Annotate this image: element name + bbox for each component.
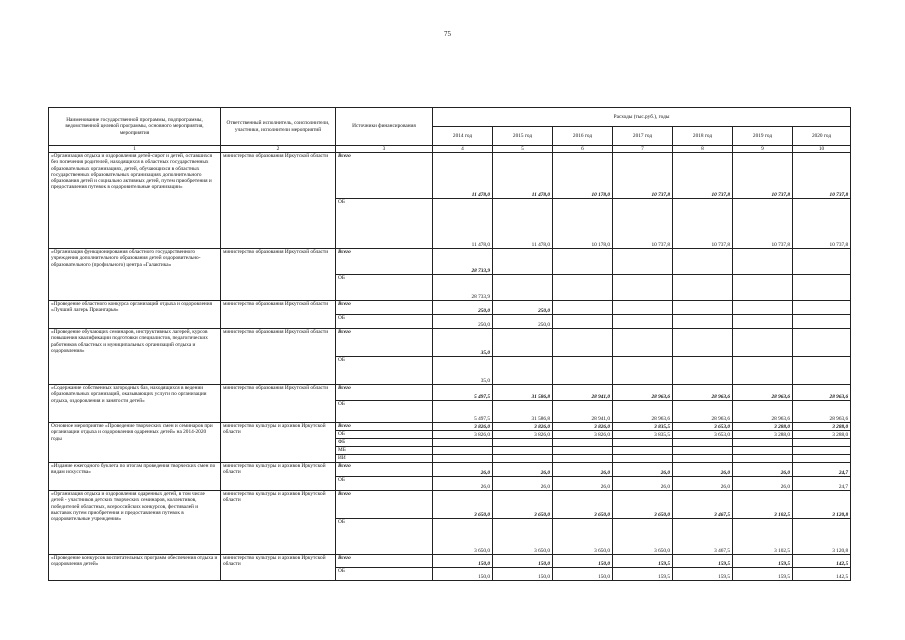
expense-value [673,439,733,447]
expense-value: 28 941,0 [553,401,613,423]
table-row [49,249,851,275]
expense-value [793,249,851,275]
expense-value: 10 737,8 [673,153,733,199]
expense-value: 26,0 [673,463,733,477]
table-row [49,423,851,431]
expense-value: 3 835,5 [613,431,673,439]
table-row [49,555,851,568]
measure-executor: министерство образования Иркутской области [221,153,336,249]
header-year: 2019 год [733,127,793,146]
expense-value: 3 650,0 [493,491,553,519]
expense-value [733,329,793,357]
expense-value [793,329,851,357]
expense-value [553,357,613,385]
expense-value [553,455,613,463]
expense-value: 250,0 [433,315,493,329]
expense-value: 26,0 [553,477,613,491]
expense-value: 3 653,0 [673,431,733,439]
expense-value: 11 478,0 [493,199,553,249]
funding-source: ОБ [336,401,433,423]
expense-value: 5 497,5 [433,401,493,423]
expense-value: 3 120,8 [793,491,851,519]
expense-value [613,301,673,315]
expense-value: 24,7 [793,477,851,491]
measure-name: «Организация функционирования областного государственного учреждения дополнительного образования детей оздоровительно-образовательного (профильного) центра «Галактика» [49,249,221,301]
expense-value [733,357,793,385]
expense-value: 26,0 [493,463,553,477]
funding-source: ОБ [336,519,433,555]
expense-value: 26,0 [733,477,793,491]
expense-value: 10 178,0 [553,153,613,199]
header-year: 2017 год [613,127,673,146]
funding-source: Всего [336,423,433,431]
expense-value: 31 586,8 [493,385,553,401]
expense-value: 10 737,8 [793,199,851,249]
expense-value: 3 650,0 [613,519,673,555]
measure-name: «Проведение конкурсов воспитательных программ обеспечения отдыха и оздоровления детей» [49,555,221,581]
expense-value: 159,5 [733,555,793,568]
header-year: 2014 год [433,127,493,146]
measure-name: «Проведение областного конкурса организаций отдыха и оздоровления «Лучший лагерь Приангарья» [49,301,221,329]
expense-value: 250,0 [433,301,493,315]
measure-executor: министерство образования Иркутской области [221,385,336,423]
header-source: Источники финансирования [336,108,433,146]
measure-name: «Проведение обучающих семинаров, инструктивных лагерей, курсов повышения квалификации подготовки специалистов, педагогических работников областных и муниципальных организаций отдыха и оздоровления» [49,329,221,385]
expense-value: 3 650,0 [553,491,613,519]
expense-value: 35,0 [433,357,493,385]
expense-value [613,439,673,447]
header-year: 2020 год [793,127,851,146]
expense-value [613,455,673,463]
expense-value: 10 737,8 [673,199,733,249]
expense-value [793,439,851,447]
expense-value: 28 963,6 [733,385,793,401]
expense-value [793,275,851,301]
expenses-table [48,107,851,581]
measure-executor: министерство культуры и архивов Иркутской области [221,555,336,581]
expense-value [493,249,553,275]
column-number: 9 [733,146,793,153]
expense-value: 150,0 [553,568,613,581]
measure-name: Основное мероприятие «Проведение творческих смен и семинаров при организации отдыха и оздоровления одаренных детей» на 2014-2020 годы [49,423,221,463]
expense-value [553,329,613,357]
column-number: 4 [433,146,493,153]
expense-value: 3 835,5 [613,423,673,431]
expense-value: 5 497,5 [433,385,493,401]
funding-source: ОБ [336,199,433,249]
funding-source: Всего [336,555,433,568]
expense-value: 10 737,8 [793,153,851,199]
expense-value [733,249,793,275]
expense-value [733,315,793,329]
expense-value: 28 963,6 [793,401,851,423]
expense-value: 159,5 [613,555,673,568]
measure-executor: министерство образования Иркутской области [221,301,336,329]
expense-value: 28 963,6 [673,385,733,401]
funding-source: ОБ [336,357,433,385]
expense-value: 10 178,0 [553,199,613,249]
expense-value: 159,5 [613,568,673,581]
column-number: 8 [673,146,733,153]
expense-value [493,455,553,463]
expense-value [493,275,553,301]
expense-value: 11 478,0 [433,153,493,199]
expense-value [793,455,851,463]
expense-value: 3 826,0 [553,423,613,431]
measure-executor: министерство культуры и архивов Иркутской области [221,463,336,491]
expense-value [493,439,553,447]
expense-value [673,315,733,329]
expense-value: 26,0 [553,463,613,477]
expense-value [553,315,613,329]
expense-value: 31 586,8 [493,401,553,423]
expense-value: 3 102,5 [733,491,793,519]
funding-source: ОБ [336,568,433,581]
expense-value [613,357,673,385]
funding-source: Всего [336,491,433,519]
expense-value: 150,0 [553,555,613,568]
expense-value: 26,0 [673,477,733,491]
measure-executor: министерство культуры и архивов Иркутской области [221,423,336,463]
funding-source: МБ [336,447,433,455]
expense-value: 28 733,9 [433,249,493,275]
expense-value: 10 737,8 [613,199,673,249]
expense-value: 3 826,0 [493,431,553,439]
expense-value: 159,5 [673,568,733,581]
expense-value [553,439,613,447]
expense-value: 3 650,0 [433,491,493,519]
column-number: 5 [493,146,553,153]
expense-value: 3 826,0 [433,423,493,431]
expense-value [493,357,553,385]
expense-value: 26,0 [613,463,673,477]
expense-value [553,249,613,275]
header-year: 2016 год [553,127,613,146]
expense-value [673,357,733,385]
expense-value: 142,5 [793,568,851,581]
expense-value [673,455,733,463]
expense-value [673,301,733,315]
expense-value [553,301,613,315]
expense-value [433,447,493,455]
funding-source: Всего [336,463,433,477]
funding-source: ОБ [336,477,433,491]
expense-value [733,455,793,463]
expense-value [793,447,851,455]
expense-value: 26,0 [613,477,673,491]
expense-value: 11 478,0 [493,153,553,199]
expense-value [793,301,851,315]
expense-value: 10 737,8 [613,153,673,199]
header-executor: Ответственный исполнитель, соисполнители, участники, исполнители мероприятий [221,108,336,146]
expense-value: 3 650,0 [493,519,553,555]
expense-value [493,329,553,357]
table-row [49,153,851,199]
expense-value: 28 941,0 [553,385,613,401]
expense-value: 3 653,0 [673,423,733,431]
expense-value [613,329,673,357]
expense-value [793,315,851,329]
expense-value [733,301,793,315]
expense-value: 150,0 [433,568,493,581]
expense-value: 3 288,0 [733,431,793,439]
expense-value: 159,5 [673,555,733,568]
expense-value: 142,5 [793,555,851,568]
expense-value [493,447,553,455]
header-year: 2018 год [673,127,733,146]
expense-value: 26,0 [433,463,493,477]
expense-value: 26,0 [433,477,493,491]
expense-value [613,447,673,455]
expense-value: 24,7 [793,463,851,477]
table-row [49,491,851,519]
expense-value: 3 288,0 [733,423,793,431]
expense-value: 3 650,0 [553,519,613,555]
funding-source: Всего [336,301,433,315]
expense-value: 35,0 [433,329,493,357]
funding-source: ФБ [336,439,433,447]
expense-value: 3 826,0 [493,423,553,431]
expense-value: 250,0 [493,315,553,329]
funding-source: Всего [336,153,433,199]
expense-value [673,249,733,275]
expense-value: 10 737,8 [733,153,793,199]
page-number: 75 [444,30,451,38]
expense-value [613,315,673,329]
expense-value: 3 650,0 [433,519,493,555]
expense-value [733,439,793,447]
expense-value [433,455,493,463]
header-name: Наименование государственной программы, подпрограммы, ведомственной целевой программы, основного мероприятия, мероприятия [49,108,221,146]
expense-value: 3 826,0 [433,431,493,439]
expense-value [673,329,733,357]
funding-source: Всего [336,385,433,401]
header-expenses: Расходы (тыс.руб.), годы [433,108,851,127]
funding-source: ОБ [336,275,433,301]
expense-value: 28 963,6 [793,385,851,401]
table-row [49,301,851,315]
expense-value: 159,5 [733,568,793,581]
funding-source: Всего [336,249,433,275]
expense-value: 150,0 [433,555,493,568]
funding-source: ОБ [336,315,433,329]
column-number: 1 [49,146,221,153]
expense-value [793,357,851,385]
table-row [49,329,851,357]
funding-source: Всего [336,329,433,357]
measure-name: «Организация отдыха и оздоровления детей-сирот и детей, оставшихся без попечения родителей, находящихся в областных государственных образовательных организациях, детей, обучающихся в областных государственных образовательных организациях дополнительного образования детей и социально активных детей, путем приобретения и предоставления путевок в оздоровительные организации» [49,153,221,249]
expense-value: 3 467,5 [673,491,733,519]
expense-value: 3 120,8 [793,519,851,555]
expense-value: 28 963,6 [613,401,673,423]
measure-executor: министерство образования Иркутской области [221,329,336,385]
expense-value: 3 826,0 [553,431,613,439]
expense-value: 3 288,0 [793,423,851,431]
expense-value [673,275,733,301]
expense-value [733,275,793,301]
expense-value: 11 478,0 [433,199,493,249]
expense-value: 28 963,6 [673,401,733,423]
table-row [49,463,851,477]
column-number: 10 [793,146,851,153]
column-number: 6 [553,146,613,153]
expense-value [433,439,493,447]
expense-value: 250,0 [493,301,553,315]
expense-value: 150,0 [493,568,553,581]
expense-value: 3 467,5 [673,519,733,555]
expense-value: 3 102,5 [733,519,793,555]
expense-value: 28 963,6 [733,401,793,423]
measure-name: «Организация отдыха и оздоровления одаренных детей, в том числе детей - участников детских творческих семинаров, коллективов, победителей областных, всероссийских конкурсов, фестивалей и выставок путем приобретения и предоставления путевок в оздоровительные учреждения» [49,491,221,555]
measure-executor: министерство образования Иркутской области [221,249,336,301]
expense-value [553,447,613,455]
measure-name: «Содержание собственных загородных баз, находящихся в ведении образовательных организаций, оказывающих услуги по организации отдыха, оздоровления и занятости детей» [49,385,221,423]
funding-source: ОБ [336,431,433,439]
measure-name: «Издание ежегодного буклета по итогам проведения творческих смен по видам искусства» [49,463,221,491]
expense-value: 3 650,0 [613,491,673,519]
expense-value [733,447,793,455]
expense-value [613,275,673,301]
header-year: 2015 год [493,127,553,146]
funding-source: ИИ [336,455,433,463]
expense-value: 28 733,9 [433,275,493,301]
column-number: 7 [613,146,673,153]
measure-executor: министерство культуры и архивов Иркутской области [221,491,336,555]
expense-value: 26,0 [733,463,793,477]
expense-value [613,249,673,275]
expense-value: 150,0 [493,555,553,568]
expense-value: 3 288,0 [793,431,851,439]
expense-value [673,447,733,455]
expense-value: 26,0 [493,477,553,491]
column-number: 2 [221,146,336,153]
expense-value: 28 963,6 [613,385,673,401]
expense-value: 10 737,8 [733,199,793,249]
expense-value [553,275,613,301]
table-row [49,385,851,401]
column-number: 3 [336,146,433,153]
